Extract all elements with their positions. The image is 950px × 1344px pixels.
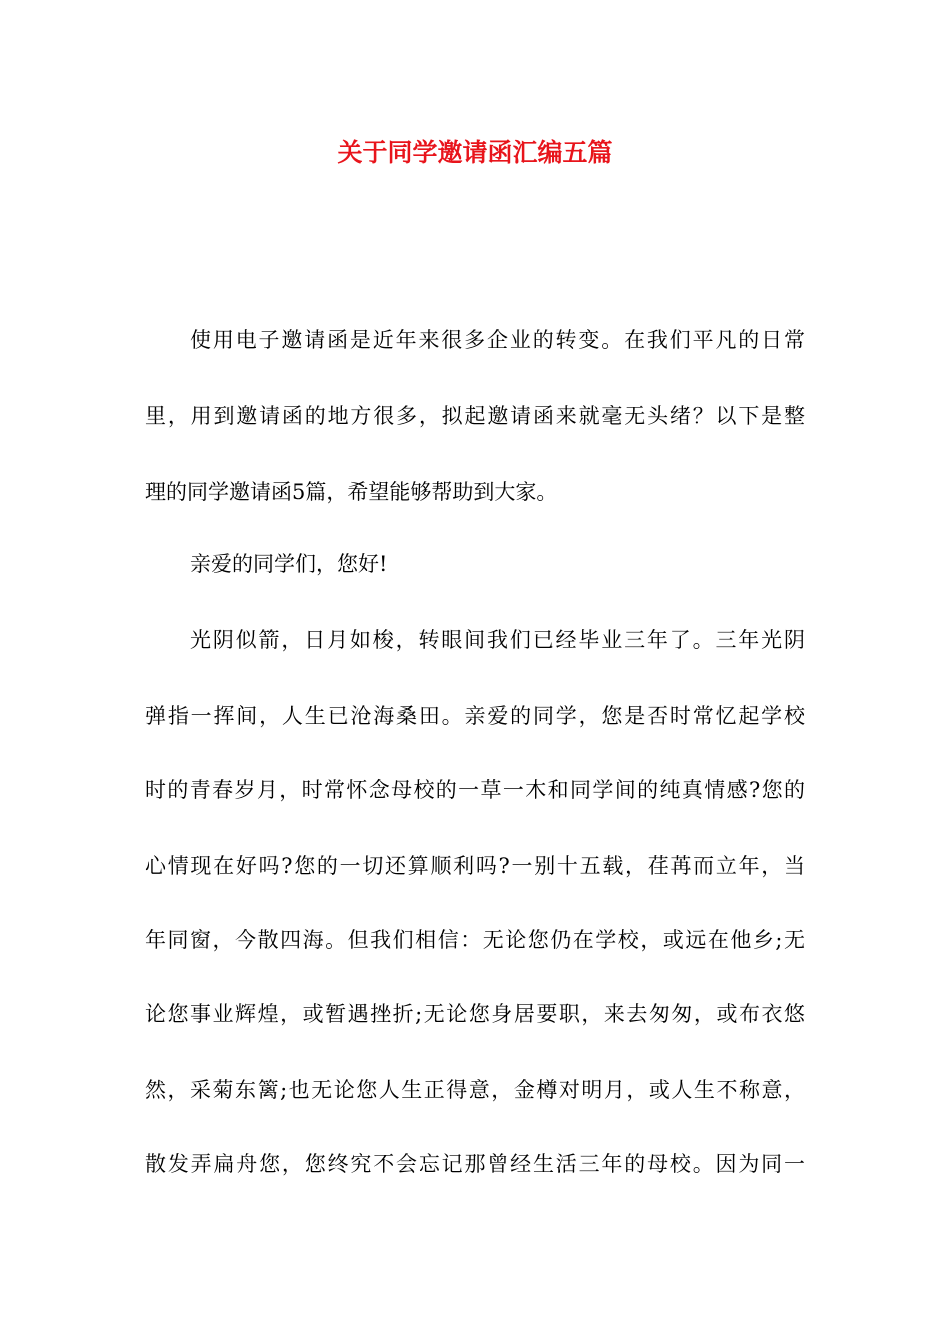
paragraph-line: 弹指一挥间，人生已沧海桑田。亲爱的同学，您是否时常忆起学校 bbox=[145, 704, 805, 728]
paragraph-line: 时的青春岁月，时常怀念母校的一草一木和同学间的纯真情感?您的 bbox=[145, 778, 805, 802]
paragraph-line: 理的同学邀请函5篇，希望能够帮助到大家。 bbox=[145, 480, 558, 504]
paragraph-line: 心情现在好吗?您的一切还算顺利吗?一别十五载，荏苒而立年，当 bbox=[145, 854, 805, 878]
greeting-line: 亲爱的同学们，您好! bbox=[190, 552, 388, 576]
paragraph-line: 里，用到邀请函的地方很多，拟起邀请函来就毫无头绪？以下是整 bbox=[145, 404, 805, 428]
paragraph-line: 使用电子邀请函是近年来很多企业的转变。在我们平凡的日常 bbox=[190, 328, 805, 352]
paragraph-line: 论您事业辉煌，或暂遇挫折;无论您身居要职，来去匆匆，或布衣悠 bbox=[145, 1002, 805, 1026]
paragraph-line: 年同窗，今散四海。但我们相信：无论您仍在学校，或远在他乡;无 bbox=[145, 928, 805, 952]
paragraph-line: 然，采菊东篱;也无论您人生正得意，金樽对明月，或人生不称意， bbox=[145, 1078, 805, 1102]
paragraph-line: 光阴似箭，日月如梭，转眼间我们已经毕业三年了。三年光阴 bbox=[190, 628, 805, 652]
paragraph-line: 散发弄扁舟您，您终究不会忘记那曾经生活三年的母校。因为同一 bbox=[145, 1152, 805, 1176]
document-title: 关于同学邀请函汇编五篇 bbox=[337, 138, 613, 167]
